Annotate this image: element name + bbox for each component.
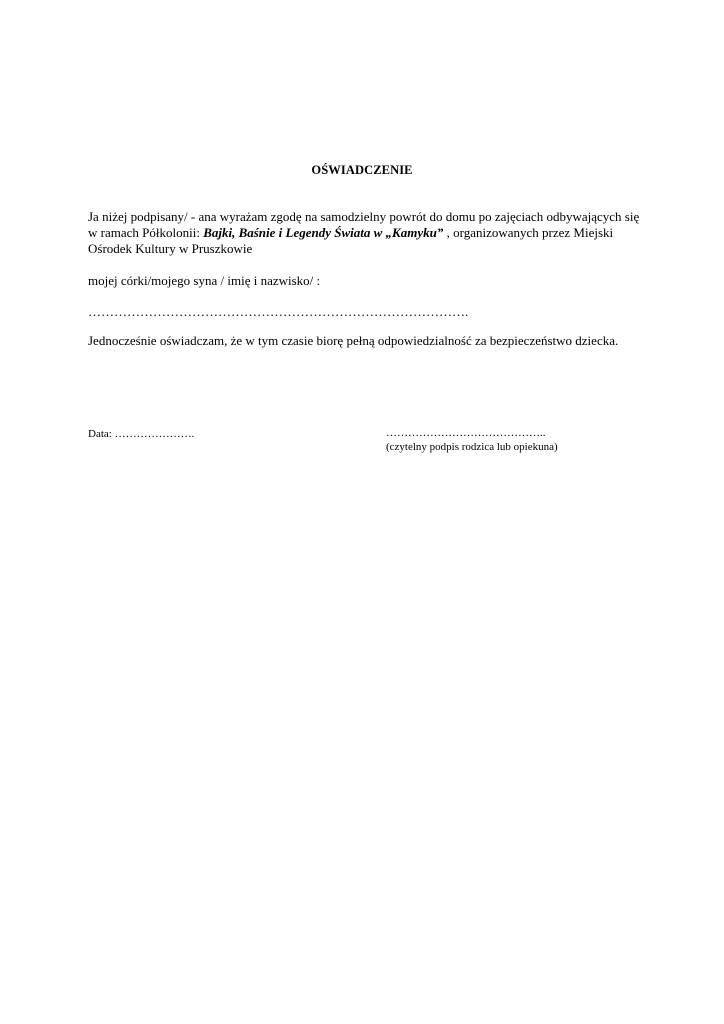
child-name-label: mojej córki/mojego syna / imię i nazwisko/ :	[88, 273, 321, 288]
signature-caption: (czytelny podpis rodzica lub opiekuna)	[386, 441, 558, 453]
responsibility-statement: Jednocześnie oświadczam, że w tym czasie biorę pełną odpowiedzialność za bezpieczeństwo dziecka.	[88, 333, 619, 348]
signature-field	[386, 426, 558, 454]
program-name: Bajki, Baśnie i Legendy Świata w „Kamyku”	[203, 225, 444, 240]
child-name-dotted-line: …………………………………………………………………………….	[88, 304, 469, 319]
date-label: Data:	[88, 428, 112, 440]
consent-paragraph	[88, 209, 648, 257]
date-field	[88, 427, 194, 441]
document-title: OŚWIADCZENIE	[311, 163, 413, 177]
signature-dotted-line: ……………………………………..	[386, 427, 546, 439]
consent-text-start: Ja niżej podpisany/ - ana wyrażam zgodę na samodzielny powrót do domu po zajęciach odbywających się w ramach Półkolonii:	[88, 209, 640, 240]
date-dotted-line: ………………….	[114, 428, 195, 440]
consent-text-end: , organizowanych przez Miejski Ośrodek Kultury w Pruszkowie	[88, 225, 614, 256]
